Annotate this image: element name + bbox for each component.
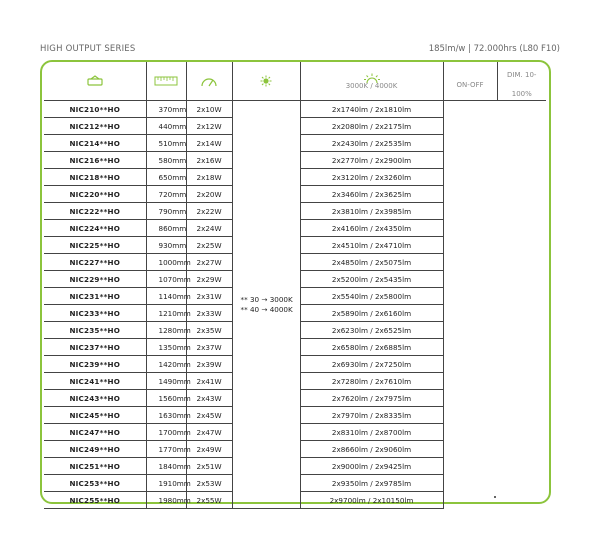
length-cell: 1630mm — [146, 407, 186, 424]
onoff-cell — [443, 407, 497, 424]
dim-cell — [497, 288, 546, 305]
power-cell: 2x43W — [186, 390, 232, 407]
onoff-cell — [443, 373, 497, 390]
cct-note-line2: ** 40 → 4000K — [240, 304, 293, 314]
cct-note-line1: ** 30 → 3000K — [240, 294, 293, 304]
onoff-cell — [443, 339, 497, 356]
onoff-cell — [443, 203, 497, 220]
model-cell: NIC243**HO — [44, 390, 146, 407]
onoff-cell — [443, 135, 497, 152]
flux-cell: 2x6930lm / 2x7250lm — [300, 356, 443, 373]
onoff-cell — [443, 152, 497, 169]
dim-cell — [497, 322, 546, 339]
power-cell: 2x39W — [186, 356, 232, 373]
power-cell: 2x12W — [186, 118, 232, 135]
onoff-cell — [443, 356, 497, 373]
length-cell: 1280mm — [146, 322, 186, 339]
length-cell: 1140mm — [146, 288, 186, 305]
flux-cell: 2x5540lm / 2x5800lm — [300, 288, 443, 305]
length-cell: 790mm — [146, 203, 186, 220]
table-header-row — [44, 62, 546, 101]
dim-cell — [497, 271, 546, 288]
model-cell: NIC253**HO — [44, 475, 146, 492]
onoff-cell — [443, 305, 497, 322]
model-cell: NIC251**HO — [44, 458, 146, 475]
dim-cell — [497, 441, 546, 458]
model-cell: NIC216**HO — [44, 152, 146, 169]
dim-cell — [497, 305, 546, 322]
dim-cell — [497, 356, 546, 373]
power-cell: 2x41W — [186, 373, 232, 390]
model-cell: NIC224**HO — [44, 220, 146, 237]
model-cell: NIC239**HO — [44, 356, 146, 373]
model-cell: NIC235**HO — [44, 322, 146, 339]
power-cell: 2x47W — [186, 424, 232, 441]
power-cell: 2x22W — [186, 203, 232, 220]
luminaire-icon — [44, 75, 146, 87]
dim-cell — [497, 475, 546, 492]
header-model — [44, 62, 146, 101]
onoff-cell — [443, 390, 497, 407]
model-cell: NIC227**HO — [44, 254, 146, 271]
onoff-cell — [443, 237, 497, 254]
model-cell: NIC210**HO — [44, 101, 146, 118]
header-onoff — [443, 62, 497, 101]
power-cell: 2x24W — [186, 220, 232, 237]
power-cell: 2x20W — [186, 186, 232, 203]
flux-cell: 2x8660lm / 2x9060lm — [300, 441, 443, 458]
dim-cell — [497, 118, 546, 135]
length-cell: 1350mm — [146, 339, 186, 356]
model-cell: NIC218**HO — [44, 169, 146, 186]
power-cell: 2x45W — [186, 407, 232, 424]
dim-cell — [497, 458, 546, 475]
power-cell: 2x29W — [186, 271, 232, 288]
model-cell: NIC241**HO — [44, 373, 146, 390]
dim-cell — [497, 169, 546, 186]
series-title: HIGH OUTPUT SERIES — [40, 44, 136, 54]
power-cell: 2x53W — [186, 475, 232, 492]
power-cell: 2x27W — [186, 254, 232, 271]
flux-cell: 2x7970lm / 2x8335lm — [300, 407, 443, 424]
flux-cell: 2x4510lm / 2x4710lm — [300, 237, 443, 254]
flux-cell: 2x7620lm / 2x7975lm — [300, 390, 443, 407]
dim-cell — [497, 220, 546, 237]
length-cell: 1560mm — [146, 390, 186, 407]
flux-cell: 2x9350lm / 2x9785lm — [300, 475, 443, 492]
length-cell: 510mm — [146, 135, 186, 152]
length-cell: 1070mm — [146, 271, 186, 288]
dim-cell — [497, 254, 546, 271]
dim-cell — [497, 373, 546, 390]
model-cell: NIC212**HO — [44, 118, 146, 135]
onoff-cell — [443, 254, 497, 271]
model-cell: NIC222**HO — [44, 203, 146, 220]
power-cell: 2x18W — [186, 169, 232, 186]
power-cell: 2x25W — [186, 237, 232, 254]
power-cell: 2x51W — [186, 458, 232, 475]
header-length — [146, 62, 186, 101]
onoff-cell — [443, 271, 497, 288]
dim-cell — [497, 135, 546, 152]
power-cell: 2x37W — [186, 339, 232, 356]
onoff-cell — [443, 424, 497, 441]
spec-table — [44, 62, 546, 509]
length-cell: 1910mm — [146, 475, 186, 492]
header-power — [186, 62, 232, 101]
header-onoff-label: ON-OFF — [456, 80, 484, 89]
flux-cell: 2x9000lm / 2x9425lm — [300, 458, 443, 475]
onoff-cell — [443, 458, 497, 475]
power-cell: 2x33W — [186, 305, 232, 322]
onoff-cell — [443, 322, 497, 339]
power-cell: 2x10W — [186, 101, 232, 118]
gauge-icon — [187, 75, 232, 87]
power-cell: 2x55W — [186, 492, 232, 509]
flux-cell: 2x5200lm / 2x5435lm — [300, 271, 443, 288]
flux-cell: 2x3460lm / 2x3625lm — [300, 186, 443, 203]
dim-cell — [497, 424, 546, 441]
dim-cell — [497, 492, 546, 509]
flux-cell: 2x2080lm / 2x2175lm — [300, 118, 443, 135]
series-spec: 185lm/w | 72.000hrs (L80 F10) — [428, 44, 560, 54]
flux-cell: 2x3810lm / 2x3985lm — [300, 203, 443, 220]
power-cell: 2x16W — [186, 152, 232, 169]
dim-cell — [497, 237, 546, 254]
length-cell: 580mm — [146, 152, 186, 169]
sun-icon — [233, 75, 300, 87]
flux-cell: 2x4160lm / 2x4350lm — [300, 220, 443, 237]
dim-cell — [497, 152, 546, 169]
ruler-icon — [147, 76, 186, 86]
onoff-cell — [443, 101, 497, 118]
flux-cell: 2x2430lm / 2x2535lm — [300, 135, 443, 152]
model-cell: NIC229**HO — [44, 271, 146, 288]
power-cell: 2x35W — [186, 322, 232, 339]
flux-cell: 2x8310lm / 2x8700lm — [300, 424, 443, 441]
power-cell: 2x14W — [186, 135, 232, 152]
length-cell: 1980mm — [146, 492, 186, 509]
flux-cell: 2x9700lm / 2x10150lm — [300, 492, 443, 509]
onoff-cell — [443, 118, 497, 135]
onoff-cell — [443, 441, 497, 458]
onoff-cell — [443, 288, 497, 305]
length-cell: 1000mm — [146, 254, 186, 271]
length-cell: 860mm — [146, 220, 186, 237]
flux-cell: 2x7280lm / 2x7610lm — [300, 373, 443, 390]
power-cell: 2x31W — [186, 288, 232, 305]
model-cell: NIC237**HO — [44, 339, 146, 356]
dim-cell — [497, 101, 546, 118]
length-cell: 440mm — [146, 118, 186, 135]
header-flux-cct: 3000K / 4000K — [345, 81, 398, 90]
header-flux — [300, 62, 443, 101]
dim-cell — [497, 390, 546, 407]
model-cell: NIC231**HO — [44, 288, 146, 305]
flux-cell: 2x3120lm / 2x3260lm — [300, 169, 443, 186]
length-cell: 720mm — [146, 186, 186, 203]
length-cell: 1840mm — [146, 458, 186, 475]
table-body — [44, 101, 546, 509]
length-cell: 1770mm — [146, 441, 186, 458]
stray-dot — [494, 496, 496, 498]
table-row — [44, 101, 546, 118]
model-cell: NIC214**HO — [44, 135, 146, 152]
header-cct — [232, 62, 300, 101]
onoff-cell — [443, 492, 497, 509]
length-cell: 1210mm — [146, 305, 186, 322]
model-cell: NIC255**HO — [44, 492, 146, 509]
model-cell: NIC247**HO — [44, 424, 146, 441]
length-cell: 650mm — [146, 169, 186, 186]
flux-cell: 2x2770lm / 2x2900lm — [300, 152, 443, 169]
header-dim — [497, 62, 546, 101]
flux-cell: 2x6580lm / 2x6885lm — [300, 339, 443, 356]
model-cell: NIC233**HO — [44, 305, 146, 322]
dim-cell — [497, 407, 546, 424]
length-cell: 370mm — [146, 101, 186, 118]
length-cell: 1490mm — [146, 373, 186, 390]
length-cell: 930mm — [146, 237, 186, 254]
model-cell: NIC249**HO — [44, 441, 146, 458]
flux-cell: 2x4850lm / 2x5075lm — [300, 254, 443, 271]
cct-note-cell — [232, 101, 300, 509]
flux-cell: 2x1740lm / 2x1810lm — [300, 101, 443, 118]
model-cell: NIC220**HO — [44, 186, 146, 203]
length-cell: 1420mm — [146, 356, 186, 373]
header-dim-label: DIM. 10-100% — [507, 71, 537, 98]
dim-cell — [497, 339, 546, 356]
onoff-cell — [443, 169, 497, 186]
dim-cell — [497, 186, 546, 203]
onoff-cell — [443, 475, 497, 492]
flux-cell: 2x5890lm / 2x6160lm — [300, 305, 443, 322]
length-cell: 1700mm — [146, 424, 186, 441]
onoff-cell — [443, 186, 497, 203]
model-cell: NIC245**HO — [44, 407, 146, 424]
onoff-cell — [443, 220, 497, 237]
model-cell: NIC225**HO — [44, 237, 146, 254]
power-cell: 2x49W — [186, 441, 232, 458]
flux-cell: 2x6230lm / 2x6525lm — [300, 322, 443, 339]
dim-cell — [497, 203, 546, 220]
